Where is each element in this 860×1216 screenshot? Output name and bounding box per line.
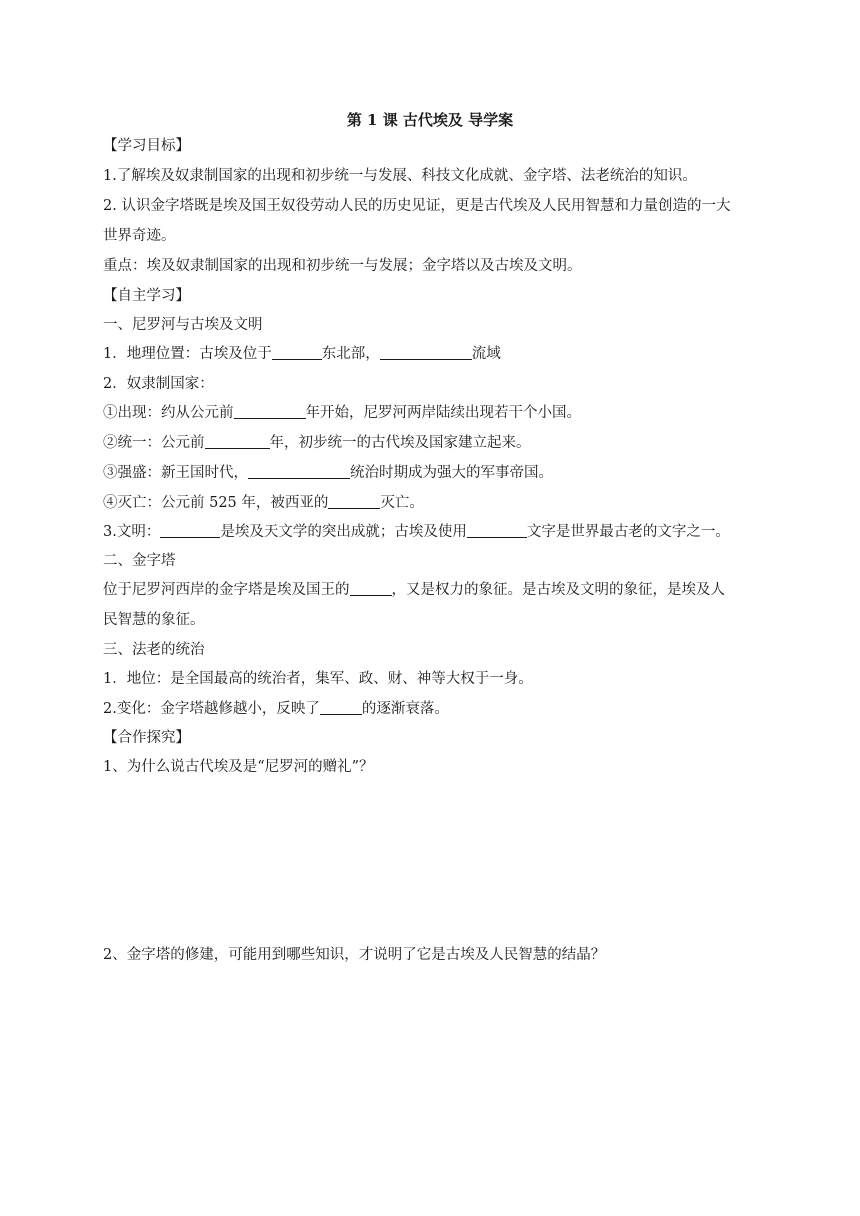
unify-line: [103, 433, 531, 453]
unify-text-b: 年，初步统一的古代埃及国家建立起来。: [269, 435, 531, 451]
fill-blank[interactable]: [234, 404, 306, 419]
fill-blank[interactable]: [328, 494, 380, 509]
section-header-cooperation: 【合作探究】: [103, 730, 190, 746]
pharaoh-status: 1．地位：是全国最高的统治者，集军、政、财、神等大权于一身。: [103, 671, 533, 687]
civ-text-b: 是埃及天文学的突出成就；古埃及使用: [220, 524, 467, 540]
goal-item-2-line-1: 2. 认识金字塔既是埃及国王奴役劳动人民的历史见证，更是古代埃及人民用智慧和力量创造的一大: [103, 198, 731, 214]
fill-blank[interactable]: [350, 581, 392, 596]
fill-blank[interactable]: [467, 523, 527, 538]
part-heading-2: 二、金字塔: [103, 553, 176, 569]
section-header-self-study: 【自主学习】: [103, 288, 190, 304]
goal-item-2-line-2: 世界奇迹。: [103, 228, 176, 244]
fall-text-a: ④灭亡：公元前 525 年，被西亚的: [103, 495, 329, 511]
pyramid-text-b: ，又是权力的象征。是古埃及文明的象征，是埃及人: [391, 582, 725, 598]
focus-text: 重点：埃及奴隶制国家的出现和初步统一与发展；金字塔以及古埃及文明。: [103, 258, 582, 274]
strong-text-b: 统治时期成为强大的军事帝国。: [350, 465, 553, 481]
strong-line: [103, 463, 553, 483]
page-title: 第 1 课 古代埃及 导学案: [346, 111, 514, 129]
part-heading-1: 一、尼罗河与古埃及文明: [103, 317, 263, 333]
question-1: 1、为什么说古代埃及是“尼罗河的赠礼”？: [103, 759, 374, 775]
pyramid-line-2: 民智慧的象征。: [103, 612, 205, 628]
geo-location-line: [103, 344, 501, 364]
change-text-b: 的逐渐衰落。: [361, 701, 449, 717]
geo-text-b: 东北部，: [321, 346, 380, 362]
civ-text-a: 3.文明：: [103, 524, 161, 540]
emerge-line: [103, 403, 581, 423]
fill-blank[interactable]: [160, 523, 220, 538]
fall-text-b: 灭亡。: [380, 495, 424, 511]
fill-blank[interactable]: [320, 700, 362, 715]
slave-state-heading: 2．奴隶制国家：: [103, 376, 214, 392]
civ-text-c: 文字是世界最古老的文字之一。: [526, 524, 730, 540]
fill-blank[interactable]: [272, 345, 322, 360]
emerge-text-a: ①出现：约从公元前: [103, 405, 234, 421]
emerge-text-b: 年开始，尼罗河两岸陆续出现若干个小国。: [305, 405, 581, 421]
civilization-line: [103, 522, 730, 542]
geo-text-c: 流域: [471, 346, 501, 362]
fill-blank[interactable]: [248, 464, 350, 479]
unify-text-a: ②统一：公元前: [103, 435, 205, 451]
geo-text-a: 1．地理位置：古埃及位于: [103, 346, 272, 362]
fill-blank[interactable]: [380, 345, 472, 360]
change-text-a: 2.变化：金字塔越修越小，反映了: [103, 701, 320, 717]
pyramid-text-a: 位于尼罗河西岸的金字塔是埃及国王的: [103, 582, 350, 598]
fall-line: [103, 493, 424, 513]
part-heading-3: 三、法老的统治: [103, 642, 205, 658]
strong-text-a: ③强盛：新王国时代，: [103, 465, 248, 481]
question-2: 2、金字塔的修建，可能用到哪些知识，才说明了它是古埃及人民智慧的结晶？: [103, 947, 606, 963]
section-header-goals: 【学习目标】: [103, 138, 190, 154]
fill-blank[interactable]: [205, 434, 270, 449]
pyramid-line-1: [103, 580, 725, 600]
goal-item-1: 1.了解埃及奴隶制国家的出现和初步统一与发展、科技文化成就、金字塔、法老统治的知识。: [103, 168, 697, 184]
change-line: [103, 699, 449, 719]
